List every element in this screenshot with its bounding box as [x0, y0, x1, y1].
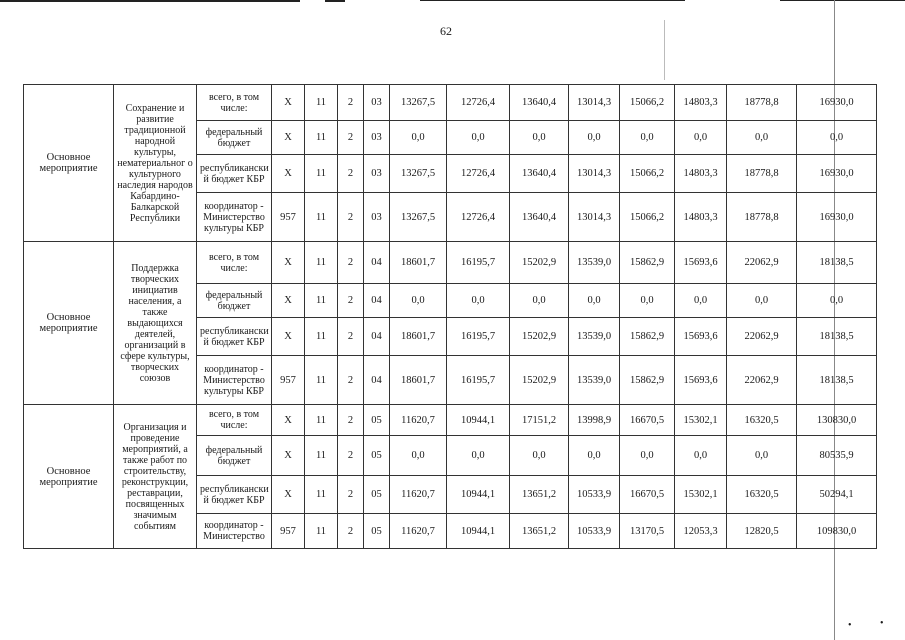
subprogram-code-cell: 2 [338, 193, 364, 242]
subprogram-code-cell: 2 [338, 318, 364, 356]
section-code-cell: 11 [305, 284, 338, 318]
budget-table [23, 84, 877, 549]
amount-cell: 18138,5 [797, 318, 877, 356]
amount-cell: 13014,3 [569, 155, 620, 193]
funding-source-cell: всего, в том числе: [197, 242, 272, 284]
amount-cell: 15202,9 [510, 242, 569, 284]
amount-cell: 16930,0 [797, 85, 877, 121]
amount-cell: 13014,3 [569, 85, 620, 121]
amount-cell: 0,0 [727, 436, 797, 476]
amount-cell: 18601,7 [390, 318, 447, 356]
amount-cell: 12726,4 [447, 193, 510, 242]
scan-artifact-vertical [664, 20, 665, 80]
amount-cell: 10944,1 [447, 405, 510, 436]
section-code-cell: 11 [305, 514, 338, 549]
amount-cell: 13170,5 [620, 514, 675, 549]
grbs-code-cell: Х [272, 284, 305, 318]
event-code-cell: 04 [364, 356, 390, 405]
amount-cell: 10944,1 [447, 514, 510, 549]
event-type-cell: Основное мероприятие [24, 242, 114, 405]
amount-cell: 16195,7 [447, 242, 510, 284]
amount-cell: 130830,0 [797, 405, 877, 436]
grbs-code-cell: 957 [272, 193, 305, 242]
funding-source-cell: координатор - Министерство культуры КБР [197, 356, 272, 405]
funding-source-cell: федеральный бюджет [197, 436, 272, 476]
amount-cell: 0,0 [447, 121, 510, 155]
amount-cell: 15202,9 [510, 318, 569, 356]
amount-cell: 13267,5 [390, 85, 447, 121]
amount-cell: 0,0 [620, 436, 675, 476]
amount-cell: 16320,5 [727, 405, 797, 436]
scan-artifact-line [420, 0, 685, 1]
amount-cell: 0,0 [390, 284, 447, 318]
section-code-cell: 11 [305, 436, 338, 476]
subprogram-code-cell: 2 [338, 155, 364, 193]
subprogram-code-cell: 2 [338, 356, 364, 405]
section-code-cell: 11 [305, 242, 338, 284]
scan-dot: • [848, 620, 852, 631]
scan-dot: • [880, 618, 884, 629]
event-code-cell: 05 [364, 436, 390, 476]
amount-cell: 13539,0 [569, 242, 620, 284]
funding-source-cell: всего, в том числе: [197, 405, 272, 436]
amount-cell: 13640,4 [510, 85, 569, 121]
amount-cell: 22062,9 [727, 356, 797, 405]
grbs-code-cell: Х [272, 155, 305, 193]
amount-cell: 0,0 [510, 436, 569, 476]
amount-cell: 13998,9 [569, 405, 620, 436]
grbs-code-cell: Х [272, 405, 305, 436]
amount-cell: 50294,1 [797, 476, 877, 514]
amount-cell: 13651,2 [510, 514, 569, 549]
amount-cell: 0,0 [727, 121, 797, 155]
amount-cell: 15862,9 [620, 242, 675, 284]
amount-cell: 0,0 [797, 121, 877, 155]
amount-cell: 15693,6 [675, 242, 727, 284]
amount-cell: 16930,0 [797, 193, 877, 242]
event-type-cell: Основное мероприятие [24, 405, 114, 549]
event-code-cell: 03 [364, 85, 390, 121]
amount-cell: 15066,2 [620, 85, 675, 121]
amount-cell: 12726,4 [447, 85, 510, 121]
amount-cell: 15202,9 [510, 356, 569, 405]
event-code-cell: 05 [364, 476, 390, 514]
event-code-cell: 03 [364, 193, 390, 242]
section-code-cell: 11 [305, 155, 338, 193]
amount-cell: 0,0 [620, 121, 675, 155]
funding-source-cell: всего, в том числе: [197, 85, 272, 121]
event-name-cell: Поддержка творческих инициатив населения, а также выдающихся деятелей, организаций в сфере культуры, творческих союзов [114, 242, 197, 405]
amount-cell: 0,0 [390, 121, 447, 155]
amount-cell: 15302,1 [675, 405, 727, 436]
subprogram-code-cell: 2 [338, 85, 364, 121]
section-code-cell: 11 [305, 405, 338, 436]
scan-artifact-line [325, 0, 345, 2]
amount-cell: 22062,9 [727, 242, 797, 284]
table-row [24, 85, 877, 121]
section-code-cell: 11 [305, 318, 338, 356]
amount-cell: 16195,7 [447, 318, 510, 356]
subprogram-code-cell: 2 [338, 242, 364, 284]
event-type-cell: Основное мероприятие [24, 85, 114, 242]
amount-cell: 18601,7 [390, 242, 447, 284]
amount-cell: 18778,8 [727, 193, 797, 242]
scan-artifact-line [780, 0, 905, 1]
amount-cell: 11620,7 [390, 476, 447, 514]
amount-cell: 15862,9 [620, 356, 675, 405]
amount-cell: 13651,2 [510, 476, 569, 514]
event-code-cell: 04 [364, 242, 390, 284]
amount-cell: 12820,5 [727, 514, 797, 549]
amount-cell: 18778,8 [727, 85, 797, 121]
subprogram-code-cell: 2 [338, 514, 364, 549]
amount-cell: 0,0 [727, 284, 797, 318]
subprogram-code-cell: 2 [338, 121, 364, 155]
funding-source-cell: федеральный бюджет [197, 121, 272, 155]
grbs-code-cell: Х [272, 436, 305, 476]
amount-cell: 13640,4 [510, 155, 569, 193]
event-code-cell: 04 [364, 318, 390, 356]
grbs-code-cell: Х [272, 476, 305, 514]
funding-source-cell: координатор - Министерство культуры КБР [197, 193, 272, 242]
amount-cell: 0,0 [390, 436, 447, 476]
amount-cell: 0,0 [510, 121, 569, 155]
amount-cell: 15302,1 [675, 476, 727, 514]
table-row [24, 242, 877, 284]
amount-cell: 0,0 [797, 284, 877, 318]
section-code-cell: 11 [305, 193, 338, 242]
subprogram-code-cell: 2 [338, 284, 364, 318]
amount-cell: 17151,2 [510, 405, 569, 436]
event-code-cell: 03 [364, 155, 390, 193]
event-code-cell: 04 [364, 284, 390, 318]
amount-cell: 18138,5 [797, 356, 877, 405]
amount-cell: 13640,4 [510, 193, 569, 242]
amount-cell: 12726,4 [447, 155, 510, 193]
subprogram-code-cell: 2 [338, 436, 364, 476]
amount-cell: 11620,7 [390, 405, 447, 436]
subprogram-code-cell: 2 [338, 476, 364, 514]
grbs-code-cell: Х [272, 318, 305, 356]
event-name-cell: Организация и проведение мероприятий, а также работ по строительству, реконструкции, реставрации, посвященных значимым событиям [114, 405, 197, 549]
amount-cell: 15862,9 [620, 318, 675, 356]
funding-source-cell: координатор - Министерство [197, 514, 272, 549]
amount-cell: 0,0 [675, 284, 727, 318]
amount-cell: 15066,2 [620, 193, 675, 242]
amount-cell: 14803,3 [675, 85, 727, 121]
funding-source-cell: федеральный бюджет [197, 284, 272, 318]
amount-cell: 18778,8 [727, 155, 797, 193]
amount-cell: 16670,5 [620, 405, 675, 436]
funding-source-cell: республикански й бюджет КБР [197, 476, 272, 514]
section-code-cell: 11 [305, 356, 338, 405]
amount-cell: 13539,0 [569, 356, 620, 405]
amount-cell: 14803,3 [675, 193, 727, 242]
amount-cell: 0,0 [675, 121, 727, 155]
event-code-cell: 03 [364, 121, 390, 155]
grbs-code-cell: 957 [272, 514, 305, 549]
amount-cell: 10533,9 [569, 514, 620, 549]
amount-cell: 18601,7 [390, 356, 447, 405]
page-number: 62 [440, 24, 452, 38]
amount-cell: 15693,6 [675, 318, 727, 356]
event-code-cell: 05 [364, 405, 390, 436]
grbs-code-cell: Х [272, 242, 305, 284]
amount-cell: 13014,3 [569, 193, 620, 242]
amount-cell: 14803,3 [675, 155, 727, 193]
subprogram-code-cell: 2 [338, 405, 364, 436]
amount-cell: 0,0 [569, 436, 620, 476]
section-code-cell: 11 [305, 85, 338, 121]
amount-cell: 0,0 [447, 436, 510, 476]
amount-cell: 13539,0 [569, 318, 620, 356]
amount-cell: 0,0 [620, 284, 675, 318]
event-name-cell: Сохранение и развитие традиционной народной культуры, нематериальног о культурного наследия народов Кабардино-Балкарской Республики [114, 85, 197, 242]
amount-cell: 109830,0 [797, 514, 877, 549]
event-code-cell: 05 [364, 514, 390, 549]
section-code-cell: 11 [305, 476, 338, 514]
amount-cell: 0,0 [447, 284, 510, 318]
amount-cell: 11620,7 [390, 514, 447, 549]
table-row [24, 405, 877, 436]
amount-cell: 0,0 [569, 121, 620, 155]
scan-artifact-line [0, 0, 300, 2]
funding-source-cell: республикански й бюджет КБР [197, 318, 272, 356]
amount-cell: 15693,6 [675, 356, 727, 405]
amount-cell: 16930,0 [797, 155, 877, 193]
amount-cell: 12053,3 [675, 514, 727, 549]
section-code-cell: 11 [305, 121, 338, 155]
amount-cell: 16670,5 [620, 476, 675, 514]
amount-cell: 18138,5 [797, 242, 877, 284]
amount-cell: 16195,7 [447, 356, 510, 405]
funding-source-cell: республикански й бюджет КБР [197, 155, 272, 193]
amount-cell: 10944,1 [447, 476, 510, 514]
amount-cell: 13267,5 [390, 155, 447, 193]
amount-cell: 80535,9 [797, 436, 877, 476]
amount-cell: 13267,5 [390, 193, 447, 242]
amount-cell: 0,0 [675, 436, 727, 476]
amount-cell: 22062,9 [727, 318, 797, 356]
grbs-code-cell: 957 [272, 356, 305, 405]
amount-cell: 0,0 [510, 284, 569, 318]
amount-cell: 16320,5 [727, 476, 797, 514]
amount-cell: 0,0 [569, 284, 620, 318]
amount-cell: 10533,9 [569, 476, 620, 514]
amount-cell: 15066,2 [620, 155, 675, 193]
grbs-code-cell: Х [272, 121, 305, 155]
grbs-code-cell: Х [272, 85, 305, 121]
